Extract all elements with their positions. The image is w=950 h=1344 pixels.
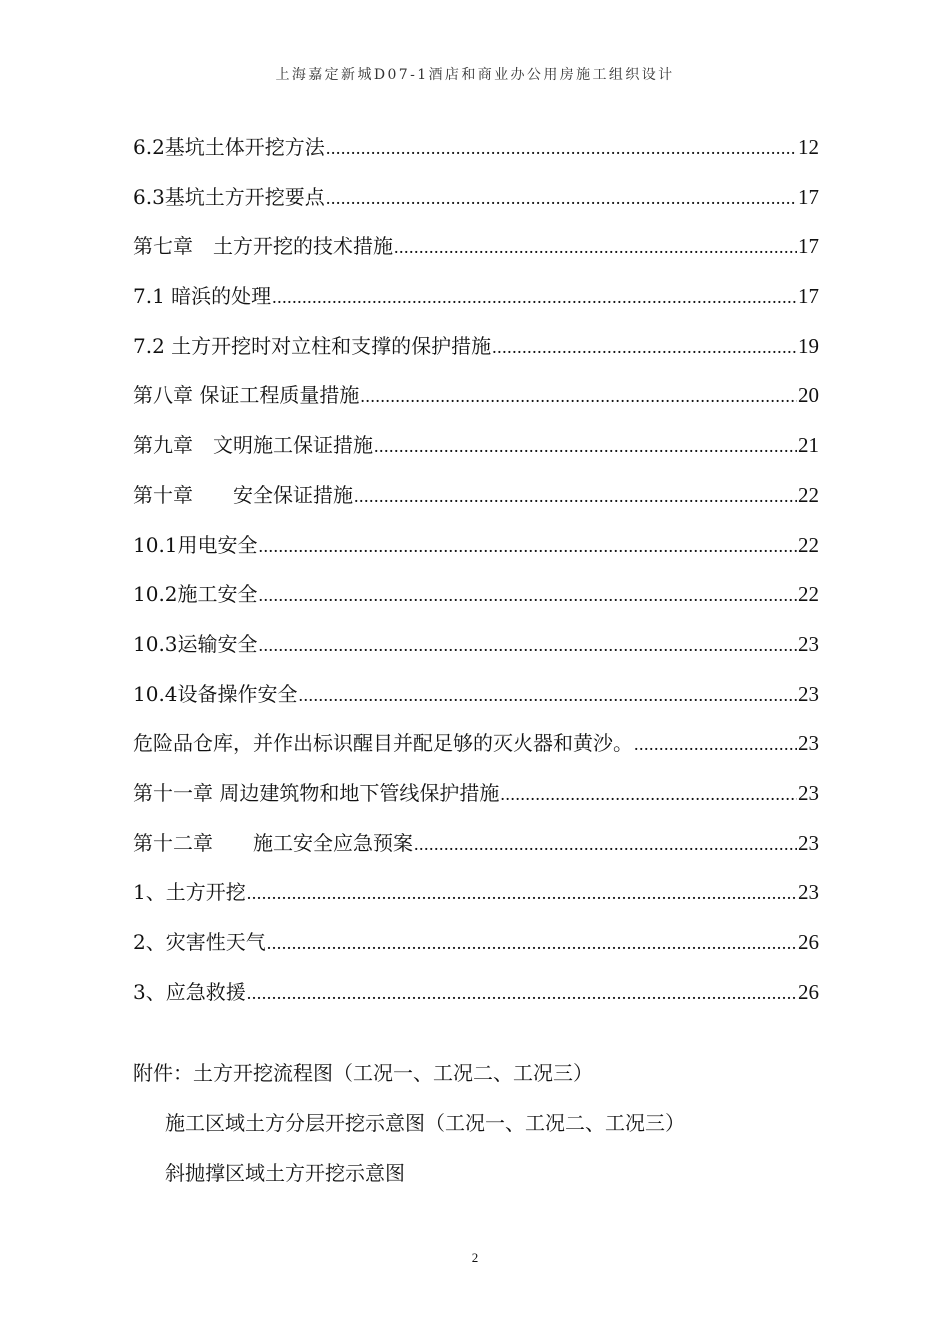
toc-entry-title: 第十章 安全保证措施 (133, 482, 353, 507)
toc-leader-dots (326, 188, 797, 209)
toc-leader-dots (492, 337, 797, 358)
toc-entry[interactable] (133, 131, 819, 181)
toc-entry-page: 12 (798, 135, 819, 159)
attachments-heading: 附件：土方开挖流程图（工况一、工况二、工况三） (133, 1061, 593, 1085)
toc-entry[interactable] (133, 628, 819, 678)
toc-entry[interactable] (133, 678, 819, 728)
toc-entry-page: 23 (798, 681, 819, 706)
toc-leader-dots (267, 933, 797, 954)
toc-entry-page: 19 (798, 333, 819, 358)
toc-entry[interactable] (133, 379, 819, 429)
toc-entry-title: 1、土方开挖 (133, 880, 246, 905)
toc-entry-title: 第十二章 施工安全应急预案 (133, 830, 413, 855)
toc-entry[interactable] (133, 429, 819, 479)
toc-entry-title: 第八章 保证工程质量措施 (133, 383, 360, 408)
toc-entry-page: 17 (798, 234, 819, 259)
toc-entry[interactable] (133, 876, 819, 926)
toc-leader-dots (247, 983, 797, 1004)
toc-leader-dots (259, 635, 797, 656)
toc-leader-dots (500, 784, 797, 805)
toc-leader-dots (299, 685, 797, 706)
toc-entry-title: 7.2 土方开挖时对立柱和支撑的保护措施 (133, 333, 492, 358)
toc-leader-dots (394, 237, 797, 258)
toc-entry-page: 17 (798, 184, 819, 209)
table-of-contents (133, 131, 819, 1025)
toc-entry-title: 10.4设备操作安全 (133, 681, 298, 706)
toc-entry-title: 2、灾害性天气 (133, 930, 266, 954)
toc-entry[interactable] (133, 280, 819, 330)
toc-entry-page: 26 (798, 979, 819, 1004)
toc-entry-page: 22 (798, 582, 819, 607)
toc-entry-title: 第九章 文明施工保证措施 (133, 433, 373, 458)
toc-entry-title: 7.1 暗浜的处理 (133, 284, 272, 309)
toc-entry[interactable] (133, 578, 819, 628)
toc-entry-title: 10.2施工安全 (133, 582, 258, 607)
toc-leader-dots (360, 386, 797, 407)
toc-entry-title: 10.1用电安全 (133, 532, 258, 557)
toc-leader-dots (414, 834, 797, 855)
toc-entry-title: 危险品仓库，并作出标识醒目并配足够的灭火器和黄沙。 (133, 731, 633, 756)
toc-entry-title: 第十一章 周边建筑物和地下管线保护措施 (133, 780, 500, 805)
toc-entry-page: 23 (798, 780, 819, 805)
toc-leader-dots (326, 138, 797, 159)
toc-entry-page: 22 (798, 532, 819, 557)
toc-entry[interactable] (133, 827, 819, 877)
toc-leader-dots (247, 883, 797, 904)
toc-entry-title: 6.3基坑土方开挖要点 (133, 184, 325, 209)
toc-entry[interactable] (133, 479, 819, 529)
toc-leader-dots (634, 734, 797, 755)
toc-entry[interactable] (133, 529, 819, 579)
toc-entry-page: 20 (798, 383, 819, 408)
toc-entry[interactable] (133, 926, 819, 976)
toc-entry[interactable] (133, 230, 819, 280)
toc-entry-page: 17 (798, 284, 819, 309)
toc-entry[interactable] (133, 727, 819, 777)
toc-leader-dots (259, 585, 797, 606)
toc-entry[interactable] (133, 976, 819, 1026)
toc-leader-dots (272, 287, 797, 308)
toc-entry-page: 22 (798, 482, 819, 507)
toc-leader-dots (374, 436, 797, 457)
attachment-item: 施工区域土方分层开挖示意图（工况一、工况二、工况三） (165, 1111, 685, 1135)
attachment-item: 斜抛撑区域土方开挖示意图 (165, 1161, 405, 1185)
toc-entry-title: 3、应急救援 (133, 979, 246, 1004)
toc-leader-dots (259, 536, 797, 557)
toc-entry[interactable] (133, 330, 819, 380)
toc-entry-page: 23 (798, 731, 819, 756)
page-number: 2 (471, 1250, 479, 1265)
toc-entry-title: 10.3运输安全 (133, 631, 258, 656)
toc-entry[interactable] (133, 181, 819, 231)
toc-entry-page: 23 (798, 830, 819, 855)
toc-entry-title: 第七章 土方开挖的技术措施 (133, 234, 393, 259)
toc-entry-page: 23 (798, 631, 819, 656)
toc-leader-dots (354, 486, 797, 507)
running-header: 上海嘉定新城D07-1酒店和商业办公用房施工组织设计 (275, 67, 675, 83)
toc-entry-page: 23 (798, 880, 819, 905)
toc-entry-page: 21 (798, 433, 819, 458)
toc-entry-title: 6.2基坑土体开挖方法 (133, 135, 325, 159)
toc-entry[interactable] (133, 777, 819, 827)
toc-entry-page: 26 (798, 930, 819, 954)
